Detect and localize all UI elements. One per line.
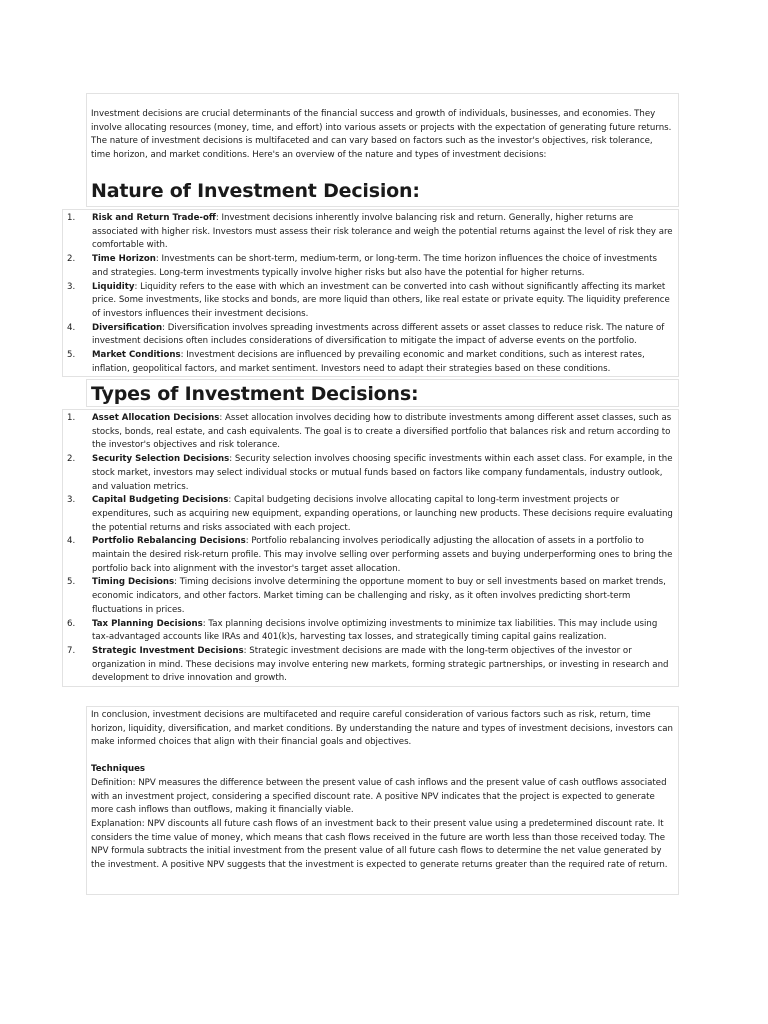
list-item-title: Asset Allocation Decisions — [92, 413, 220, 423]
list-item-text: : Timing decisions involve determining the opportune moment to buy or sell investments based on market trends, economic indicators, and other factors. Market timing can be challenging and risky, as it often involves predicting short-term fluctuations in prices. — [92, 577, 666, 615]
list-item — [67, 535, 674, 576]
list-item-number: 4. — [67, 322, 76, 333]
list-item — [67, 618, 674, 645]
list-item — [67, 281, 674, 322]
conclusion-section — [86, 706, 679, 895]
list-item-number: 3. — [67, 281, 76, 292]
list-item-text: : Tax planning decisions involve optimizing investments to minimize tax liabilities. This may include using tax-advantaged accounts like IRAs and 401(k)s, harvesting tax losses, and strategically timing capital gains realization. — [92, 618, 658, 643]
types-heading-section — [86, 379, 679, 407]
intro-section — [86, 93, 679, 207]
list-item-number: 2. — [67, 254, 76, 265]
nature-list-section — [62, 209, 679, 377]
list-item-text: : Liquidity refers to the ease with which an investment can be converted into cash without significantly affecting its market price. Some investments, like stocks and bonds, are more liquid than others, like real estate or private equity. The liquidity preference of investors influences their investment decisions. — [92, 281, 670, 319]
list-item-title: Time Horizon — [92, 254, 156, 265]
npv-definition: Definition: NPV measures the difference between the present value of cash inflows and the present value of cash outflows associated with an investment project, considering a specified discount rate. A positive NPV indicates that the project is expected to generate more cash inflows than outflows, making it financially viable. — [91, 777, 667, 816]
list-item-title: Capital Budgeting Decisions — [92, 495, 229, 506]
list-item — [67, 349, 674, 376]
list-item-text: : Investments can be short-term, medium-term, or long-term. The time horizon influences the choice of investments and strategies. Long-term investments typically involve higher risks but also have the potential for higher returns. — [92, 254, 657, 278]
list-item-text: : Strategic investment decisions are made with the long-term objectives of the investor or organization in mind. These decisions may involve entering new markets, forming strategic partnerships, or investing in research and development to drive innovation and growth. — [92, 645, 669, 684]
list-item-number: 5. — [67, 350, 76, 361]
list-item — [67, 645, 674, 686]
list-item-title: Strategic Investment Decisions — [92, 645, 244, 656]
list-item-number: 6. — [67, 618, 76, 629]
types-list-section — [62, 409, 679, 687]
list-item-text: : Portfolio rebalancing involves periodically adjusting the allocation of assets in a portfolio to maintain the desired risk-return profile. This may involve selling over performing assets and buying underperforming ones to bring the portfolio back into alignment with the investor's target asset allocation. — [92, 536, 673, 574]
list-item-text: : Security selection involves choosing specific investments within each asset class. For example, in the stock market, investors may select individual stocks or mutual funds based on factors like company fundamentals, industry outlook, and valuation metrics. — [92, 454, 673, 492]
list-item — [67, 322, 674, 349]
intro-paragraph: Investment decisions are crucial determinants of the financial success and growth of individuals, businesses, and economies. They involve allocating resources (money, time, and effort) into various assets or projects with the expectation of generating future returns. The nature of investment decisions is multifaceted and can vary based on factors such as the investor's objectives, risk tolerance, time horizon, and market conditions. Here's an overview of the nature and types of investment decisions: — [91, 109, 672, 161]
list-item-number: 4. — [67, 536, 76, 547]
list-item-text: : Capital budgeting decisions involve allocating capital to long-term investment projects or expenditures, such as acquiring new equipment, expanding operations, or launching new products. These decisions require evaluating the potential returns and risks associated with each project. — [92, 495, 673, 533]
list-item — [67, 412, 674, 453]
npv-explanation: Explanation: NPV discounts all future cash flows of an investment back to their present value using a predetermined discount rate. It considers the time value of money, which means that cash flows received in the future are worth less than those received today. The NPV formula subtracts the initial investment from the present value of all future cash flows to determine the net value generated by the investment. A positive NPV suggests that the investment is expected to generate returns greater than the required rate of return. — [91, 818, 668, 871]
list-item-title: Tax Planning Decisions — [92, 618, 203, 629]
list-item-title: Diversification — [92, 322, 163, 333]
list-item-number: 7. — [67, 645, 76, 656]
nature-list — [67, 212, 674, 376]
list-item-title: Market Conditions — [92, 350, 181, 361]
list-item-title: Security Selection Decisions — [92, 454, 230, 465]
list-item-text: : Asset allocation involves deciding how to distribute investments among different asset classes, such as stocks, bonds, real estate, and cash equivalents. The goal is to create a diversified portfolio that balances risk and return according to the investor's objectives and risk tolerance. — [92, 413, 672, 451]
list-item — [67, 212, 674, 253]
list-item-text: : Investment decisions are influenced by prevailing economic and market conditions, such as interest rates, inflation, geopolitical factors, and market sentiment. Investors need to adapt their strategies based on these conditions. — [92, 350, 645, 374]
list-item — [67, 494, 674, 535]
list-item-title: Liquidity — [92, 281, 135, 292]
list-item-number: 1. — [67, 413, 76, 423]
techniques-heading: Techniques — [91, 764, 146, 775]
list-item-number: 1. — [67, 213, 76, 223]
list-item-text: : Investment decisions inherently involve balancing risk and return. Generally, higher returns are associated with higher risk. Investors must assess their risk tolerance and weigh the potential returns against the level of risk they are comfortable with. — [92, 213, 673, 251]
types-list — [67, 412, 674, 686]
list-item-title: Risk and Return Trade-off — [92, 213, 216, 223]
types-heading: Types of Investment Decisions: — [91, 383, 419, 405]
list-item — [67, 576, 674, 617]
list-item-number: 2. — [67, 454, 76, 465]
list-item-title: Portfolio Rebalancing Decisions — [92, 536, 246, 547]
list-item-text: : Diversification involves spreading investments across different assets or asset classes to reduce risk. The nature of investment decisions often includes considerations of diversification to mitigate the impact of adverse events on the portfolio. — [92, 322, 665, 347]
list-item-number: 5. — [67, 577, 76, 588]
list-item-number: 3. — [67, 495, 76, 506]
nature-heading: Nature of Investment Decision: — [91, 179, 420, 202]
conclusion-paragraph: In conclusion, investment decisions are multifaceted and require careful consideration of various factors such as risk, return, time horizon, liquidity, diversification, and market conditions. By understanding the nature and types of investment decisions, investors can make informed choices that align with their financial goals and objectives. — [91, 710, 673, 748]
list-item — [67, 253, 674, 280]
list-item-title: Timing Decisions — [92, 577, 175, 588]
list-item — [67, 453, 674, 494]
